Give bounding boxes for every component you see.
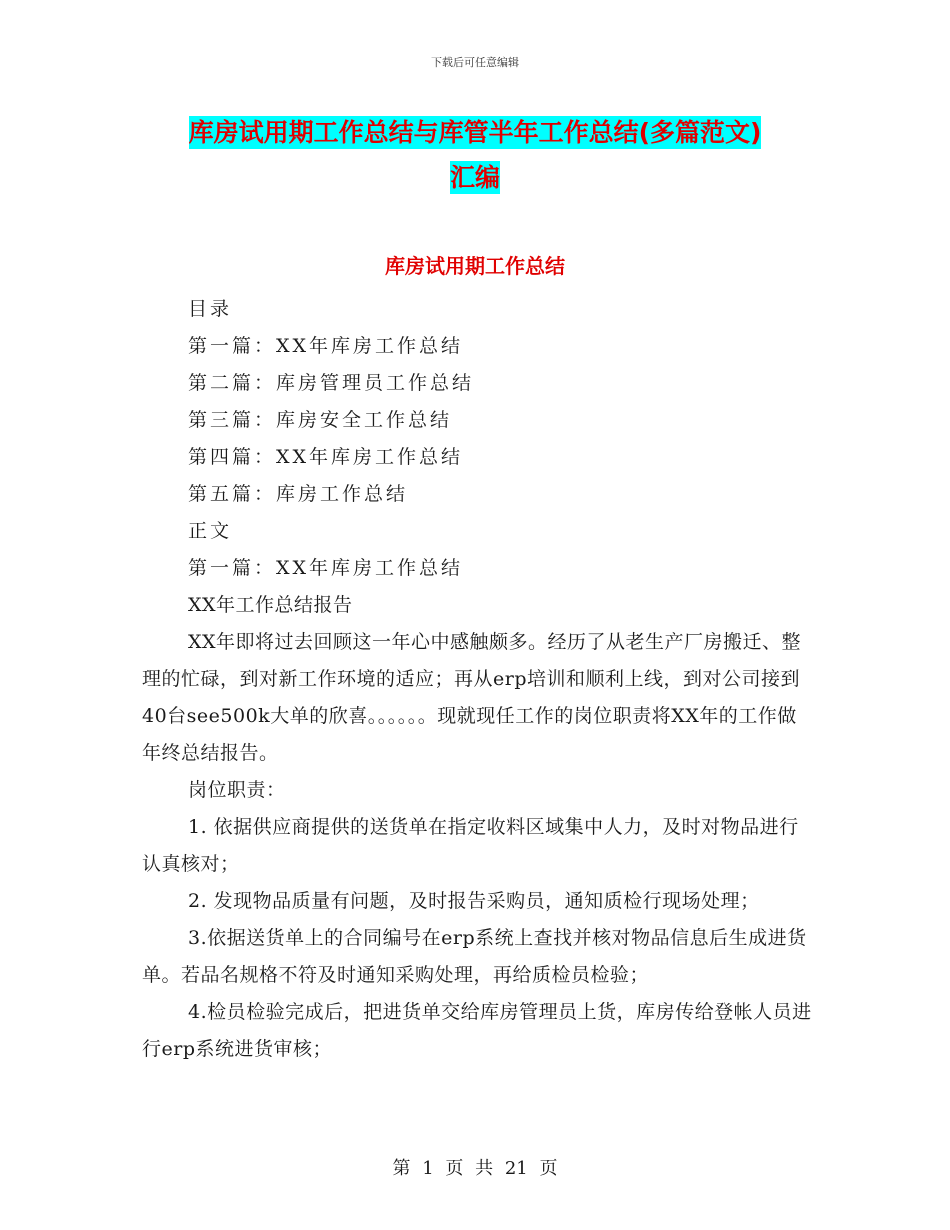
document-title — [140, 110, 810, 200]
document-body — [142, 291, 812, 1068]
duty-item: 2. 发现物品质量有问题，及时报告采购员，通知质检行现场处理； — [188, 890, 760, 912]
toc-item: 第一篇：XX年库房工作总结 — [188, 335, 464, 357]
document-title-line-1: 库房试用期工作总结与库管半年工作总结(多篇范文) — [188, 118, 762, 147]
header-note: 下载后可任意编辑 — [431, 56, 519, 69]
body-section-label: 正文 — [188, 520, 233, 542]
duty-item: 3.依据送货单上的合同编号在erp系统上查找并核对物品信息后生成进货单。若品名规格不符及时通知采购处理，再给质检员检验； — [142, 927, 807, 986]
toc-item: 第五篇：库房工作总结 — [188, 483, 409, 505]
duty-item: 1. 依据供应商提供的送货单在指定收料区域集中人力，及时对物品进行认真核对； — [142, 816, 799, 875]
page-footer: 第 1 页 共 21 页 — [392, 1158, 558, 1179]
toc-item: 第三篇：库房安全工作总结 — [188, 409, 453, 431]
section-title: 库房试用期工作总结 — [385, 254, 565, 278]
toc-heading: 目录 — [188, 298, 233, 320]
toc-item: 第二篇：库房管理员工作总结 — [188, 372, 475, 394]
toc-item: 第四篇：XX年库房工作总结 — [188, 446, 464, 468]
duties-label: 岗位职责： — [188, 779, 286, 801]
chapter-title: 第一篇：XX年库房工作总结 — [188, 557, 464, 579]
report-title: XX年工作总结报告 — [188, 594, 353, 616]
intro-paragraph: XX年即将过去回顾这一年心中感触颇多。经历了从老生产厂房搬迁、整理的忙碌，到对新工作环境的适应；再从erp培训和顺利上线，到对公司接到40台see500k大单的欣喜。。。。。。现就现任工作的岗位职责将XX年的工作做年终总结报告。 — [142, 631, 802, 764]
duty-item: 4.检员检验完成后，把进货单交给库房管理员上货，库房传给登帐人员进行erp系统进货审核； — [142, 1001, 812, 1060]
document-title-line-2: 汇编 — [449, 163, 500, 192]
